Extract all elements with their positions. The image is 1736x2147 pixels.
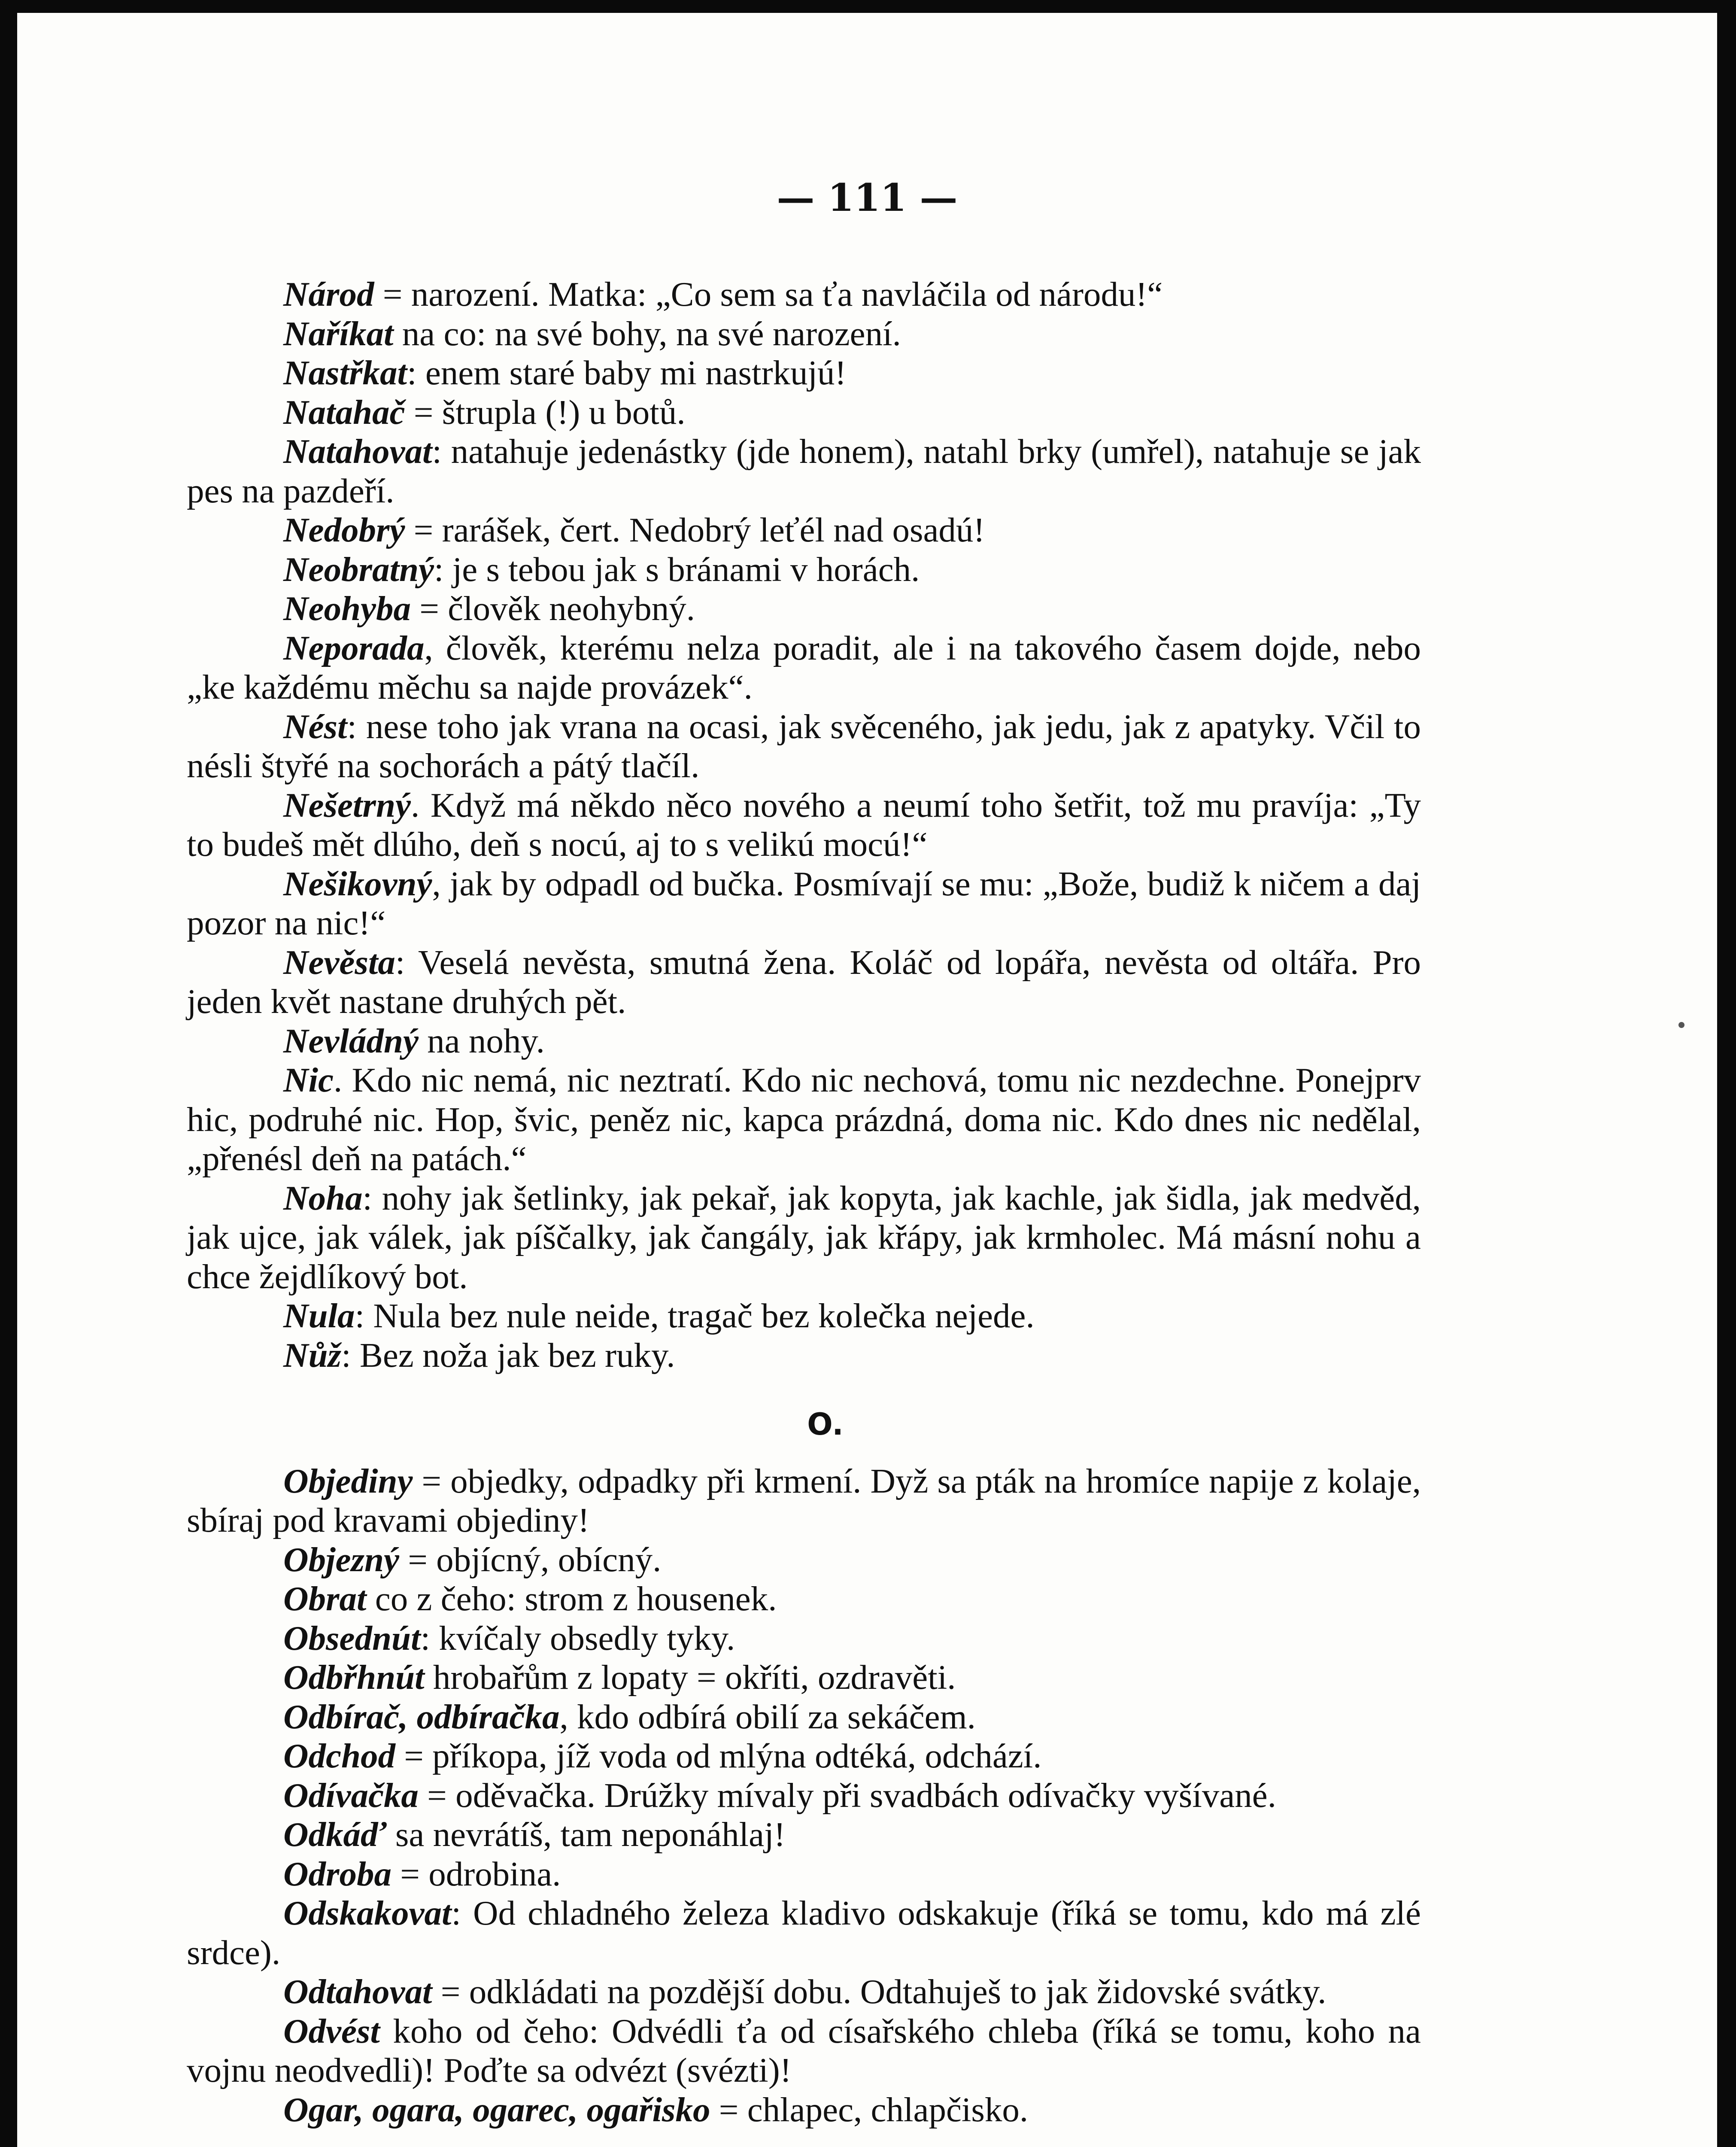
entry-definition: , jak by odpadl od bučka. Posmívají se mu: „Bože, budiž k ničem a daj pozor na nic!“: [187, 864, 1421, 942]
page-number: — 111 —: [777, 175, 958, 220]
entry-definition: , kdo odbírá obilí za sekáčem.: [559, 1697, 976, 1736]
entry-definition: na nohy.: [418, 1021, 545, 1060]
entry-definition: : Bez noža jak bez ruky.: [341, 1335, 675, 1375]
entry-definition: = oděvačka. Drúžky mívaly při svadbách odívačky vyšívané.: [418, 1776, 1276, 1815]
dictionary-entry: [187, 1022, 1421, 1061]
dictionary-entries: [187, 275, 1421, 2129]
dictionary-entry: [187, 786, 1421, 864]
dictionary-entry: [187, 511, 1421, 550]
dictionary-entry: [187, 1697, 1421, 1737]
entry-headword: Obsednút: [283, 1618, 421, 1657]
dictionary-entry: [187, 1855, 1421, 1894]
entry-headword: Naříkat: [283, 314, 394, 353]
entry-headword: Odkáď: [283, 1815, 387, 1854]
dictionary-entry: [187, 2012, 1421, 2090]
entry-definition: = rarášek, čert. Nedobrý leťél nad osadú!: [405, 511, 985, 549]
entry-definition: : Veselá nevěsta, smutná žena. Koláč od lopářa, nevěsta od oltářa. Pro jeden květ nastane druhých pět.: [187, 943, 1421, 1021]
entry-headword: Nevládný: [283, 1021, 419, 1060]
entry-definition: : Od chladného železa kladivo odskakuje (říká se tomu, kdo má zlé srdce).: [187, 1894, 1421, 1972]
entry-definition: co z čeho: strom z housenek.: [366, 1579, 777, 1618]
entry-headword: Obrat: [283, 1579, 367, 1618]
entry-definition: sa nevrátíš, tam neponáhlaj!: [386, 1815, 786, 1854]
entry-definition: , člověk, kterému nelza poradit, ale i na takového časem dojde, nebo „ke každému měchu sa najde provázek“.: [187, 628, 1421, 706]
entry-definition: : enem staré baby mi nastrkujú!: [407, 353, 847, 392]
entry-headword: Neporada: [283, 628, 425, 667]
entry-headword: Odívačka: [283, 1776, 419, 1815]
entry-definition: = odkládati na pozdější dobu. Odtahuješ to jak židovské svátky.: [432, 1972, 1326, 2011]
dictionary-entry: [187, 550, 1421, 590]
entry-headword: Noha: [283, 1178, 363, 1217]
dictionary-entry: [187, 314, 1421, 354]
entry-definition: : natahuje jedenástky (jde honem), natahl brky (umřel), natahuje se jak pes na pazdeří.: [187, 432, 1421, 510]
entry-headword: Nedobrý: [283, 511, 405, 549]
entry-headword: Odskakovat: [283, 1894, 452, 1932]
dictionary-entry: [187, 2090, 1421, 2130]
dictionary-entry: [187, 1776, 1421, 1816]
dictionary-entry: [187, 589, 1421, 629]
entry-headword: Odbřhnút: [283, 1658, 425, 1697]
entry-definition: = odrobina.: [392, 1854, 561, 1893]
entry-definition: = člověk neohybný.: [410, 589, 695, 628]
entry-headword: Národ: [283, 275, 374, 313]
dictionary-entry: [187, 1462, 1421, 1540]
dictionary-entry: [187, 1296, 1421, 1336]
dictionary-entry: [187, 943, 1421, 1022]
entry-definition: : Nula bez nule neide, tragač bez kolečka nejede.: [355, 1296, 1035, 1335]
dictionary-entry: [187, 1972, 1421, 2012]
entry-headword: Odroba: [283, 1854, 392, 1893]
entry-definition: = štrupla (!) u botů.: [405, 392, 686, 432]
entry-headword: Nešikovný: [283, 864, 432, 903]
entry-headword: Neobratný: [283, 550, 434, 589]
entry-definition: na co: na své bohy, na své narození.: [393, 314, 901, 353]
dictionary-entry: [187, 1179, 1421, 1297]
entry-headword: Nůž: [283, 1335, 342, 1375]
entry-headword: Odbírač, odbíračka: [283, 1697, 560, 1736]
entry-definition: = příkopa, jíž voda od mlýna odtéká, odchází.: [395, 1736, 1042, 1775]
entry-definition: : je s tebou jak s bránami v horách.: [434, 550, 920, 589]
dictionary-entry: [187, 1815, 1421, 1855]
entry-headword: Objezný: [283, 1540, 399, 1579]
dictionary-entry: [187, 1540, 1421, 1580]
entry-headword: Odchod: [283, 1736, 395, 1775]
entry-definition: hrobařům z lopaty = okříti, ozdravěti.: [424, 1658, 956, 1697]
entry-definition: = objedky, odpadky při krmení. Dyž sa pták na hromíce napije z kolaje, sbíraj pod kravami objediny!: [187, 1461, 1421, 1539]
dictionary-entry: [187, 275, 1421, 314]
entry-headword: Ogar, ogara, ogarec, ogařisko: [283, 2090, 710, 2129]
entry-definition: : kvíčaly obsedly tyky.: [420, 1618, 735, 1657]
dictionary-page: [17, 13, 1717, 2147]
entry-definition: koho od čeho: Odvédli ťa od císařského chleba (říká se tomu, koho na vojnu neodvedli)! Poďte sa odvézt (svézti)!: [187, 2011, 1421, 2089]
entry-headword: Nastřkat: [283, 353, 407, 392]
entry-definition: : nese toho jak vrana na ocasi, jak svěceného, jak jedu, jak z apatyky. Včil to nésli štyřé na sochorách a pátý tlačíl.: [187, 707, 1421, 785]
entry-headword: Nést: [283, 707, 347, 746]
dictionary-entry: [187, 1736, 1421, 1776]
margin-dot: [1678, 1022, 1684, 1028]
entries-section-o: [187, 1462, 1421, 2130]
entry-headword: Nešetrný: [283, 785, 411, 824]
entry-definition: . Kdo nic nemá, nic neztratí. Kdo nic nechová, tomu nic nezdechne. Ponejprv hic, podruhé nic. Hop, švic, peněz nic, kapca prázdná, doma nic. Kdo dnes nic nedělal, „přenésl deň na patách.“: [187, 1061, 1421, 1178]
entry-definition: . Když má někdo něco nového a neumí toho šetřit, tož mu pravíja: „Ty to budeš mět dlúho, deň s nocú, aj to s velikú mocú!“: [187, 785, 1421, 864]
entry-headword: Natahač: [283, 392, 405, 432]
entry-headword: Neohyba: [283, 589, 411, 628]
dictionary-entry: [187, 1619, 1421, 1658]
dictionary-entry: [187, 1579, 1421, 1619]
dictionary-entry: [187, 1658, 1421, 1697]
entry-headword: Nula: [283, 1296, 355, 1335]
entry-definition: = objícný, obícný.: [399, 1540, 662, 1579]
entries-section-n: [187, 275, 1421, 1375]
dictionary-entry: [187, 1061, 1421, 1179]
entry-definition: = narození. Matka: „Co sem sa ťa navláčila od národu!“: [374, 275, 1163, 313]
dictionary-entry: [187, 353, 1421, 393]
section-heading-o: O.: [807, 1407, 844, 1442]
entry-headword: Natahovat: [283, 432, 432, 471]
entry-headword: Objediny: [283, 1461, 413, 1500]
dictionary-entry: [187, 864, 1421, 943]
entry-headword: Nevěsta: [283, 943, 395, 982]
entry-headword: Odtahovat: [283, 1972, 432, 2011]
dictionary-entry: [187, 1336, 1421, 1375]
dictionary-entry: [187, 393, 1421, 432]
dictionary-entry: [187, 629, 1421, 707]
entry-definition: : nohy jak šetlinky, jak pekař, jak kopyta, jak kachle, jak šidla, jak medvěd, jak ujce, jak válek, jak píščalky, jak čangály, jak křápy, jak krmholec. Má másní nohu a chce žejdlíkový bot.: [187, 1178, 1421, 1296]
entry-headword: Nic: [283, 1061, 334, 1099]
entry-headword: Odvést: [283, 2011, 380, 2050]
dictionary-entry: [187, 1894, 1421, 1972]
entry-definition: = chlapec, chlapčisko.: [710, 2090, 1029, 2129]
dictionary-entry: [187, 707, 1421, 786]
dictionary-entry: [187, 432, 1421, 511]
